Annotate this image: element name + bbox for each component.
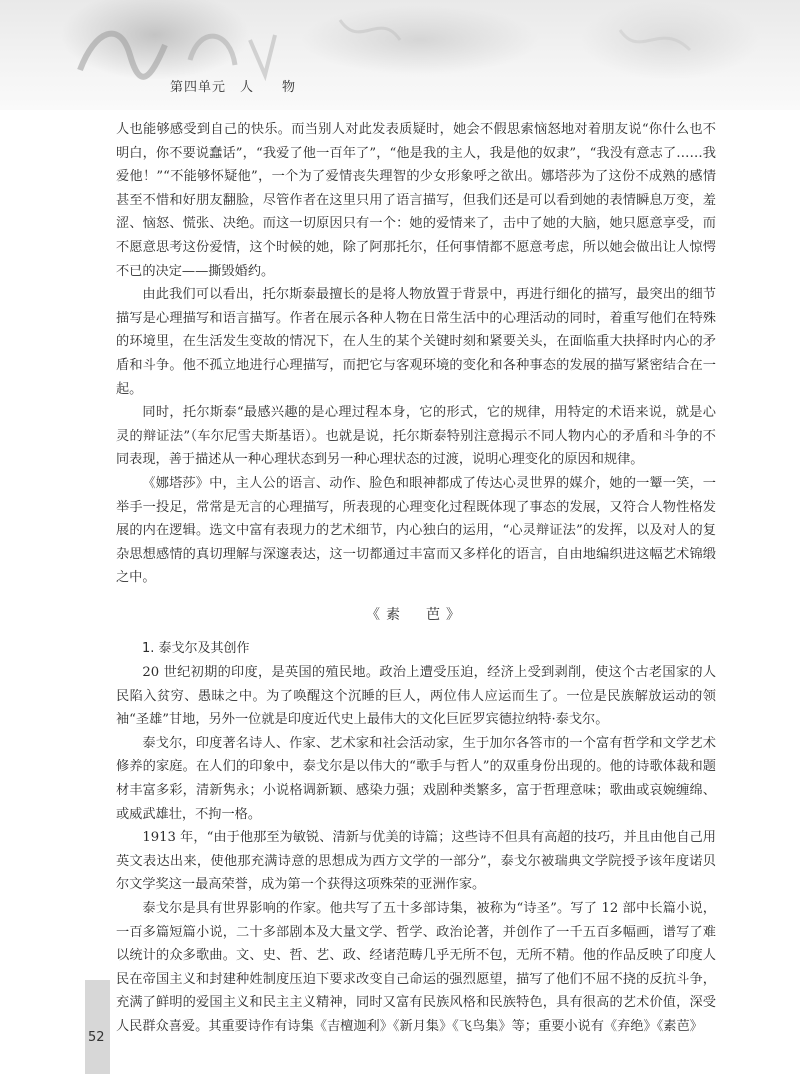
paragraph: 人也能够感受到自己的快乐。而当别人对此发表质疑时，她会不假思索恼怒地对着朋友说“你什么也不明白，你不要说蠢话”，“我爱了他一百年了”，“他是我的主人，我是他的奴隶”，“我没有意志了……我爱他！”“不能够怀疑他”，一个为了爱情丧失理智的少女形象呼之欲出。娜塔莎为了这份不成熟的感情甚至不惜和好朋友翻脸，尽管作者在这里只用了语言描写，但我们还是可以看到她的表情瞬息万变，羞涩、恼怒、慌张、决绝。而这一切原因只有一个：她的爱情来了，击中了她的大脑，她只愿意享受，而不愿意思考这份爱情，这个时候的她，除了阿那托尔，任何事情都不愿意考虑，所以她会做出让人惊愕不已的决定——撕毁婚约。	[116, 122, 716, 279]
body-text	[116, 118, 716, 1039]
paragraph: 泰戈尔，印度著名诗人、作家、艺术家和社会活动家，生于加尔各答市的一个富有哲学和文学艺术修养的家庭。在人们的印象中，泰戈尔是以伟大的“歌手与哲人”的双重身份出现的。他的诗歌体裁和题材丰富多彩，清新隽永；小说格调新颖、感染力强；戏剧种类繁多，富于哲理意味；歌曲或哀婉缠绵、或威武雄壮，不拘一格。	[116, 735, 716, 822]
unit-title: 第四单元 人 物	[170, 80, 297, 95]
margin-band	[85, 980, 110, 1074]
paragraph: 泰戈尔是具有世界影响的作家。他共写了五十多部诗集，被称为“诗圣”。写了 12 部中长篇小说，一百多篇短篇小说，二十多部剧本及大量文学、哲学、政治论著，并创作了一千五百多幅画，谱写了难以统计的众多歌曲。文、史、哲、艺、政、经诸范畴几乎无所不包，无所不精。他的作品反映了印度人民在帝国主义和封建种姓制度压迫下要求改变自己命运的强烈愿望，描写了他们不屈不挠的反抗斗争，充满了鲜明的爱国主义和民主主义精神，同时又富有民族风格和民族特色，具有很高的艺术价值，深受人民群众喜爱。其重要诗作有诗集《吉檀迦利》《新月集》《飞鸟集》等；重要小说有《弃绝》《素芭》	[116, 901, 716, 1034]
section-subhead: 1. 泰戈尔及其创作	[142, 641, 250, 657]
header-ink-wash-decoration	[0, 0, 800, 110]
paragraph: 《娜塔莎》中，主人公的语言、动作、脸色和眼神都成了传达心灵世界的媒介，她的一颦一笑，一举手一投足，常常是无言的心理描写，所表现的心理变化过程既体现了事态的发展，又符合人物性格发展的内在逻辑。选文中富有表现力的艺术细节，内心独白的运用，“心灵辩证法”的发挥，以及对人的复杂思想感情的真切理解与深邃表达，这一切都通过丰富而又多样化的语言，自由地编织进这幅艺术锦缎之中。	[116, 475, 716, 586]
paragraph: 20 世纪初期的印度，是英国的殖民地。政治上遭受压迫，经济上受到剥削，使这个古老国家的人民陷入贫穷、愚昧之中。为了唤醒这个沉睡的巨人，两位伟人应运而生了。一位是民族解放运动的领袖“圣雄”甘地，另外一位就是印度近代史上最伟大的文化巨匠罗宾德拉纳特·泰戈尔。	[116, 665, 716, 728]
paragraph: 同时，托尔斯泰“最感兴趣的是心理过程本身，它的形式，它的规律，用特定的术语来说，就是心灵的辩证法”（车尔尼雪夫斯基语）。也就是说，托尔斯泰特别注意揭示不同人物内心的矛盾和斗争的不同表现，善于描述从一种心理状态到另一种心理状态的过渡，说明心理变化的原因和规律。	[116, 405, 716, 468]
paragraph: 由此我们可以看出，托尔斯泰最擅长的是将人物放置于背景中，再进行细化的描写，最突出的细节描写是心理描写和语言描写。作者在展示各种人物在日常生活中的心理活动的同时，着重写他们在特殊的环境里，在生活发生变故的情况下，在人生的某个关键时刻和紧要关头，在面临重大抉择时内心的矛盾和斗争。他不孤立地进行心理描写，而把它与客观环境的变化和各种事态的发展的描写紧密结合在一起。	[116, 287, 716, 397]
paragraph: 1913 年，“由于他那至为敏锐、清新与优美的诗篇；这些诗不但具有高超的技巧，并且由他自己用英文表达出来，使他那充满诗意的思想成为西方文学的一部分”，泰戈尔被瑞典文学院授予该年度诺贝尔文学奖这一最高荣誉，成为第一个获得这项殊荣的亚洲作家。	[116, 830, 716, 893]
ink-brush-figures-icon	[0, 0, 800, 110]
section-title: 《素 芭》	[366, 606, 466, 623]
page-number: 52	[88, 1030, 105, 1045]
